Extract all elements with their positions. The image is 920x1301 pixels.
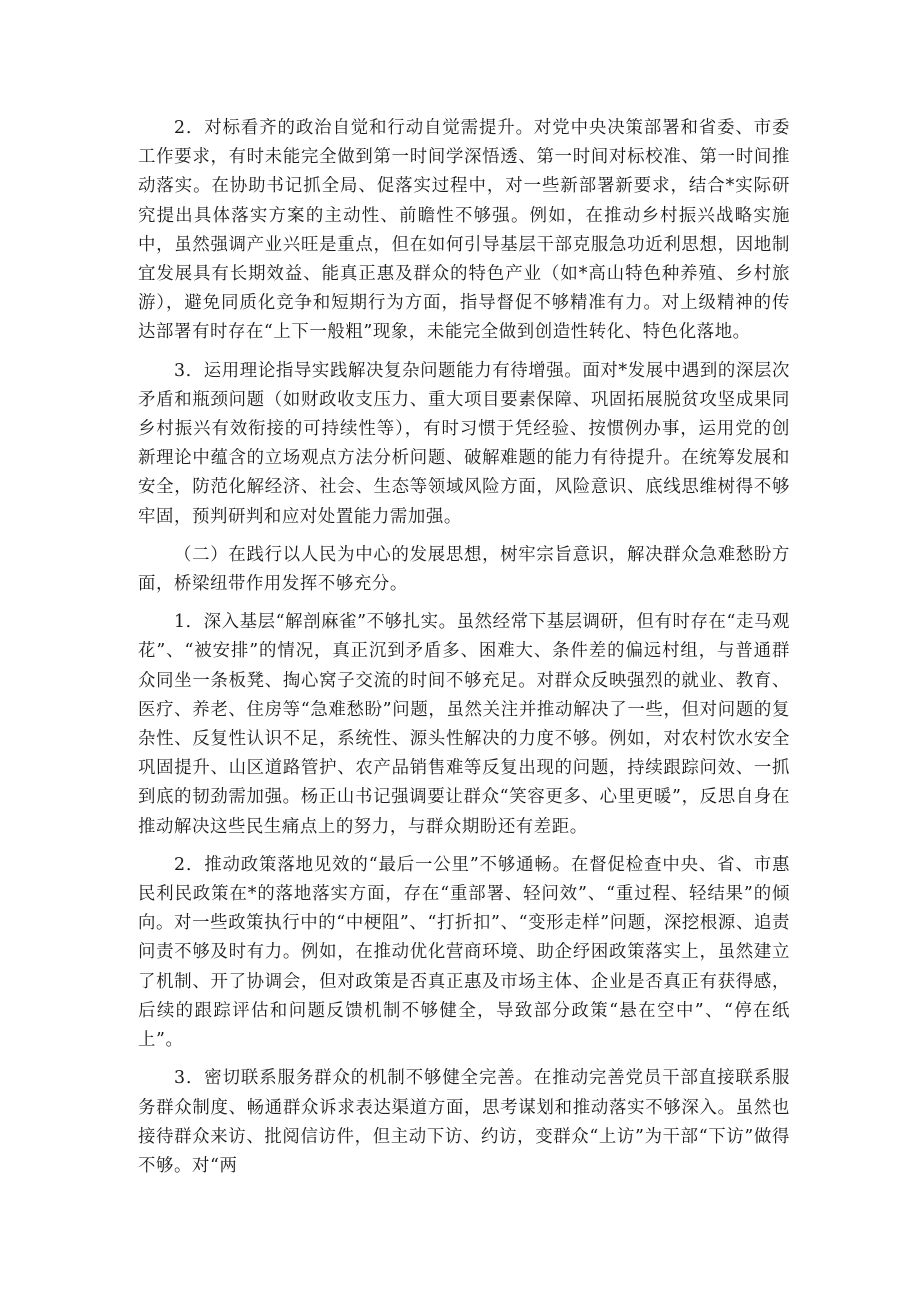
paragraph-item-3-theory-practice: 3．运用理论指导实践解决复杂问题能力有待增强。面对*发展中遇到的深层次矛盾和瓶颈问题（如财政收支压力、重大项目要素保障、巩固拓展脱贫攻坚成果同乡村振兴有效衔接的可持续性等），有时习惯于凭经验、按惯例办事，运用党的创新理论中蕴含的立场观点方法分析问题、破解难题的能力有待提升。在统筹发展和安全，防范化解经济、社会、生态等领域风险方面，风险意识、底线思维树得不够牢固，预判研判和应对处置能力需加强。 xyxy=(138,360,790,527)
paragraph-item-3-service-mechanism: 3．密切联系服务群众的机制不够健全完善。在推动完善党员干部直接联系服务群众制度、畅通群众诉求表达渠道方面，思考谋划和推动落实不够深入。虽然也接待群众来访、批阅信访件，但主动下访、约访，变群众“上访”为干部“下访”做得不够。对“两 xyxy=(138,1068,790,1176)
document-body xyxy=(138,114,790,1190)
paragraph-item-2-political-awareness: 2．对标看齐的政治自觉和行动自觉需提升。对党中央决策部署和省委、市委工作要求，有时未能完全做到第一时间学深悟透、第一时间对标校准、第一时间推动落实。在协助书记抓全局、促落实过程中，对一些新部署新要求，结合*实际研究提出具体落实方案的主动性、前瞻性不够强。例如，在推动乡村振兴战略实施中，虽然强调产业兴旺是重点，但在如何引导基层干部克服急功近利思想，因地制宜发展具有长期效益、能真正惠及群众的特色产业（如*高山特色种养殖、乡村旅游），避免同质化竞争和短期行为方面，指导督促不够精准有力。对上级精神的传达部署有时存在“上下一般粗”现象，未能完全做到创造性转化、特色化落地。 xyxy=(138,118,790,343)
paragraph-item-1-grassroots-research: 1．深入基层“解剖麻雀”不够扎实。虽然经常下基层调研，但有时存在“走马观花”、“被安排”的情况，真正沉到矛盾多、困难大、条件差的偏远村组，与普通群众同坐一条板凳、掏心窝子交流的时间不够充足。对群众反映强烈的就业、教育、医疗、养老、住房等“急难愁盼”问题，虽然关注并推动解决了一些，但对问题的复杂性、反复性认识不足，系统性、源头性解决的力度不够。例如，对农村饮水安全巩固提升、山区道路管护、农产品销售难等反复出现的问题，持续跟踪问效、一抓到底的韧劲需加强。杨正山书记强调要让群众“笑容更多、心里更暖”，反思自身在推动解决这些民生痛点上的努力，与群众期盼还有差距。 xyxy=(138,612,790,837)
section-heading-people-centered: （二）在践行以人民为中心的发展思想，树牢宗旨意识，解决群众急难愁盼方面，桥梁纽带作用发挥不够充分。 xyxy=(138,544,790,595)
paragraph-item-2-policy-implementation: 2．推动政策落地见效的“最后一公里”不够通畅。在督促检查中央、省、市惠民利民政策在*的落地落实方面，存在“重部署、轻问效”、“重过程、轻结果”的倾向。对一些政策执行中的“中梗阻”、“打折扣”、“变形走样”问题，深挖根源、追责问责不够及时有力。例如，在推动优化营商环境、助企纾困政策落实上，虽然建立了机制、开了协调会，但对政策是否真正惠及市场主体、企业是否真正有获得感，后续的跟踪评估和问题反馈机制不够健全，导致部分政策“悬在空中”、“停在纸上”。 xyxy=(138,854,790,1051)
